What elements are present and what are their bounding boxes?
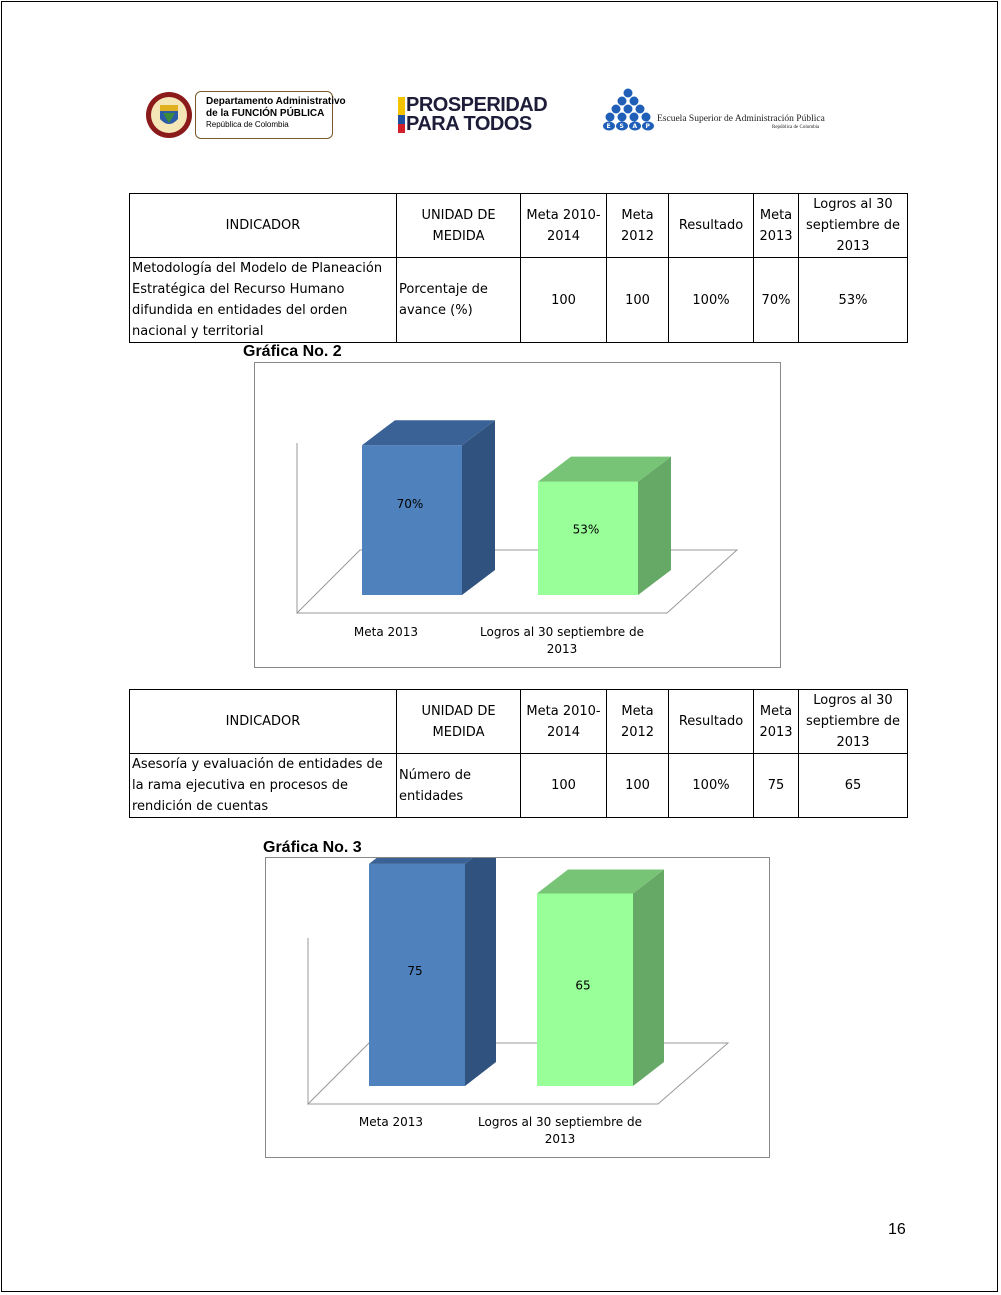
cell-meta-2012: 100 [607,754,669,818]
chart-grafica-2-svg [255,363,782,669]
bar-side [465,858,496,1086]
header-indicador: INDICADOR [130,690,397,754]
category-label: Logros al 30 septiembre de [478,1115,642,1129]
indicator-table-2 [129,689,908,818]
header-logros: Logros al 30 septiembre de 2013 [799,194,908,258]
data-label: 75 [407,963,423,978]
category-label: Meta 2013 [353,625,419,639]
svg-text:E: E [606,123,611,130]
bar-front [538,482,638,595]
funcion-publica-box [195,91,346,139]
header-meta-2012: Meta 2012 [607,194,669,258]
colombia-seal-icon [145,89,193,141]
header-resultado: Resultado [669,690,754,754]
cell-unidad: Porcentaje de avance (%) [397,258,521,343]
header-unidad: UNIDAD DE MEDIDA [397,690,521,754]
esap-name: Escuela Superior de Administración Pública [657,114,825,124]
funcion-publica-logo [145,89,346,141]
category-label: Logros al 30 septiembre de [480,625,644,639]
prosperidad-line1: PROSPERIDAD [406,94,548,116]
cell-meta-2010-2014: 100 [521,258,607,343]
header-indicador: INDICADOR [130,194,397,258]
header-meta-2012: Meta 2012 [607,690,669,754]
bar-meta-2013 [362,420,495,595]
grafica-3-title: Gráfica No. 3 [263,839,362,856]
esap-logo [600,88,830,138]
cell-resultado: 100% [669,258,754,343]
cell-indicador: Metodología del Modelo de Planeación Estratégica del Recurso Humano difundida en entidades del orden nacional y territorial [130,258,397,343]
prosperidad-text [406,96,547,134]
data-label: 53% [572,522,600,537]
category-label: 2013 [546,642,578,656]
bar-meta-2013 [369,858,496,1086]
category-label: 2013 [544,1132,576,1146]
cell-logros: 65 [799,754,908,818]
header-meta-2010-2014: Meta 2010- 2014 [521,690,607,754]
cell-meta-2013: 75 [754,754,799,818]
cell-logros: 53% [799,258,908,343]
svg-text:P: P [645,123,650,130]
header-resultado: Resultado [669,194,754,258]
category-label: Meta 2013 [358,1115,424,1129]
bar-logros-2013 [537,869,664,1086]
table-row [130,258,908,343]
page-number: 16 [888,1221,906,1238]
header-meta-2010-2014: Meta 2010- 2014 [521,194,607,258]
chart-grafica-3 [265,857,770,1158]
cell-meta-2013: 70% [754,258,799,343]
table-row [130,754,908,818]
funcion-publica-line1: Departamento Administrativo [206,96,346,107]
cell-resultado: 100% [669,754,754,818]
esap-subtitle: República de Colombia [772,125,820,130]
cell-meta-2012: 100 [607,258,669,343]
header-meta-2013: Meta 2013 [754,690,799,754]
bar-front [362,445,462,595]
header-unidad: UNIDAD DE MEDIDA [397,194,521,258]
table-header-row [130,194,908,258]
data-label: 70% [396,497,424,512]
header-logros: Logros al 30 septiembre de 2013 [799,690,908,754]
data-label: 65 [575,978,591,993]
cell-indicador: Asesoría y evaluación de entidades de la rama ejecutiva en procesos de rendición de cuentas [130,754,397,818]
indicator-table-1 [129,193,908,343]
flag-bars-icon [398,97,405,133]
table-header-row [130,690,908,754]
funcion-publica-line2: de la FUNCIÓN PÚBLICA [206,108,325,119]
bar-side [462,420,495,595]
header-meta-2013: Meta 2013 [754,194,799,258]
prosperidad-logo [398,94,548,135]
svg-text:A: A [632,123,638,130]
esap-dots-icon [600,88,656,132]
prosperidad-line2: PARA TODOS [406,113,532,135]
bar-side [633,869,664,1086]
svg-text:S: S [619,123,624,130]
bar-logros-2013 [538,457,671,595]
cell-meta-2010-2014: 100 [521,754,607,818]
grafica-2-title: Gráfica No. 2 [243,343,342,360]
chart-grafica-3-svg [266,858,771,1159]
cell-unidad: Número de entidades [397,754,521,818]
funcion-publica-line3: República de Colombia [206,120,289,129]
chart-grafica-2 [254,362,781,668]
